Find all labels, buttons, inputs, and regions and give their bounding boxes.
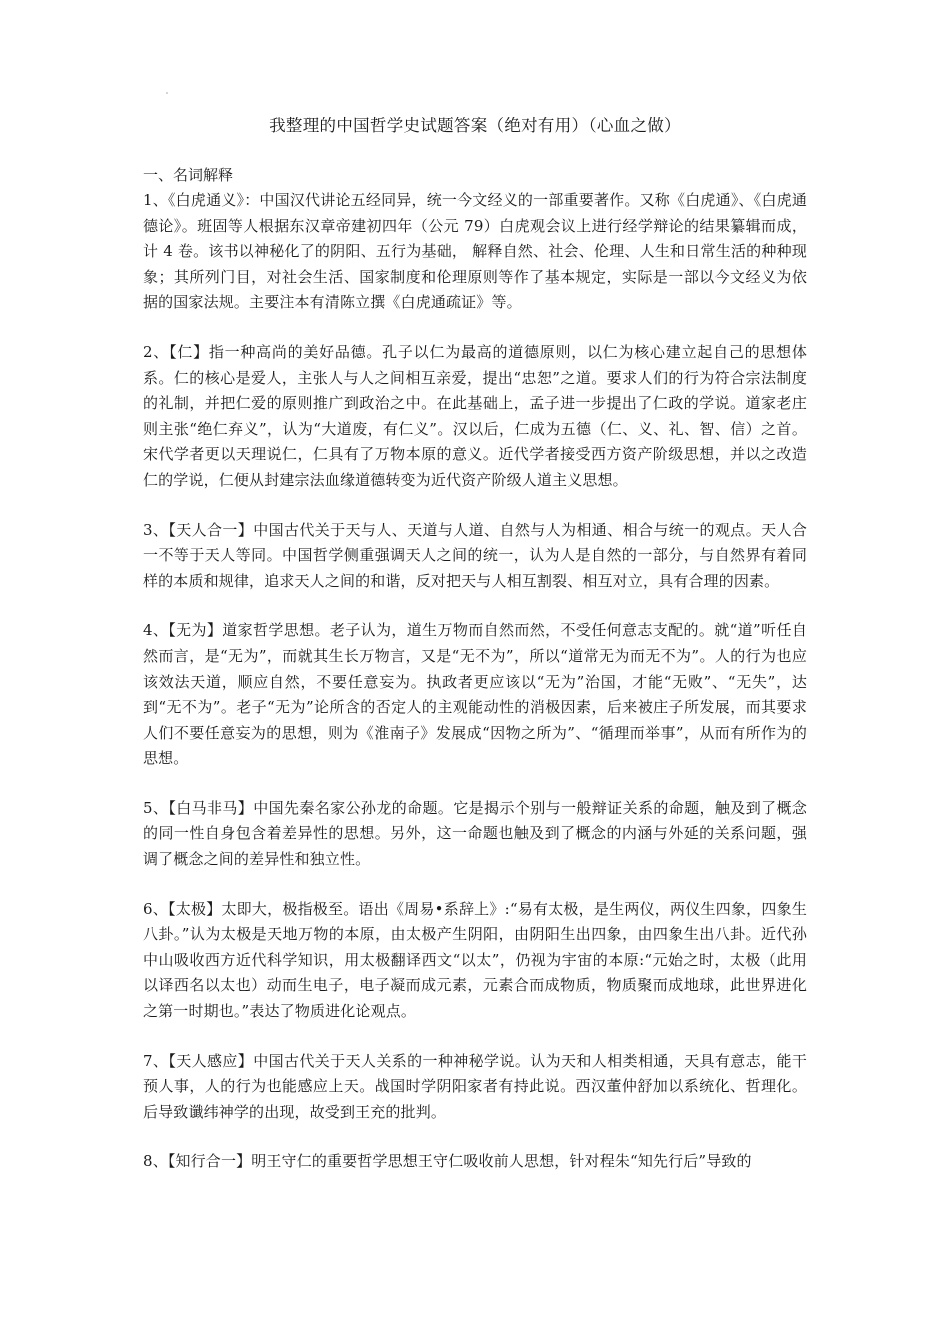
document-body [143,164,807,1175]
entry-term: 【太极】 [168,899,222,918]
entry-number: 7、 [143,1051,169,1070]
entry-text: 指一种高尚的美好品德。孔子以仁为最高的道德原则，以仁为核心建立起自己的思想体系。仁的核心是爱人，主张人与人之间相互亲爱，提出“忠恕”之道。要求人们的行为符合宗法制度的礼制，并把仁爱的原则推广到政治之中。在此基础上，孟子进一步提出了仁政的学说。道家老庄则主张“绝仁弃义”，认为“大道废，有仁义”。汉以后，仁成为五德（仁、义、礼、智、信）之首。宋代学者更以天理说仁，仁具有了万物本原的意义。近代学者接受西方资产阶级思想，并以之改造仁的学说，仁便从封建宗法血缘道德转变为近代资产阶级人道主义思想。 [143,342,807,489]
entry-4 [143,618,807,772]
entry-term: 【无为】 [168,621,223,640]
entry-6 [143,897,807,1025]
entry-number: 8、 [143,1152,168,1171]
document-title: 我整理的中国哲学史试题答案（绝对有用）（心血之做） [269,116,681,135]
entry-text: 中国古代关于天与人、天道与人道、自然与人为相通、相合与统一的观点。天人合一不等于天人等同。中国哲学侧重强调天人之间的统一，认为人是自然的一部分，与自然界有着同样的本质和规律，追求天人之间的和谐，反对把天与人相互割裂、相互对立，具有合理的因素。 [143,520,808,590]
entry-term: 【天人感应】 [168,1051,254,1070]
entry-text: 明王守仁的重要哲学思想王守仁吸收前人思想，针对程朱“知先行后”导致的 [251,1152,752,1171]
entry-term: 【天人合一】 [168,520,254,539]
entry-text: 中国古代关于天人关系的一种神秘学说。认为天和人相类相通，天具有意志，能干预人事，人的行为也能感应上天。战国时学阴阳家者有持此说。西汉董仲舒加以系统化、哲理化。后导致谶纬神学的出现，故受到王充的批判。 [143,1051,808,1121]
entry-number: 6、 [143,899,169,918]
scan-dot [166,92,168,94]
entry-text: 中国汉代讲论五经同异，统一今文经义的一部重要著作。又称《白虎通》、《白虎通德论》。班固等人根据东汉章帝建初四年（公元 79）白虎观会议上进行经学辩论的结果纂辑而成，计 4 卷。该书以神秘化了的阴阳、五行为基础， 解释自然、社会、伦理、人生和日常生活的种种现象；其所列门目，对社会生活、国家制度和伦理原则等作了基本规定，实际是一部以今文经义为依据的国家法规。主要注本有清陈立撰《白虎通疏证》等。 [143,191,808,312]
entry-number: 5、 [143,798,169,817]
entry-number: 3、 [143,520,169,539]
entry-term: 【白马非马】 [168,798,254,817]
entry-7 [143,1049,807,1126]
section-heading: 一、名词解释 [143,166,234,184]
entry-1 [143,188,807,316]
entry-number: 1、 [143,191,168,209]
entry-3 [143,518,807,595]
entry-number: 2、 [143,342,170,361]
entry-5 [143,796,807,873]
entry-text: 道家哲学思想。老子认为，道生万物而自然而然，不受任何意志支配的。就“道”听任自然而言，是“无为”，而就其生长万物言，又是“无不为”，所以“道常无为而无不为”。人的行为也应该效法天道，顺应自然，不要任意妄为。执政者更应该以“无为”治国，才能“无败”、“无失”，达到“无不为”。老子“无为”论所含的否定人的主观能动性的消极因素，后来被庄子所发展，而其要求人们不要任意妄为的思想，则为《淮南子》发展成“因物之所为”、“循理而举事”，从而有所作为的思想。 [143,621,807,768]
entry-2 [143,340,807,494]
entry-8 [143,1149,807,1175]
entry-number: 4、 [143,621,169,640]
entry-term: 【知行合一】 [167,1152,252,1171]
entry-term: 《白虎通义》： [167,191,260,209]
entry-text: 太即大，极指极至。语出《周易•系辞上》:“易有太极，是生两仪，两仪生四象，四象生八卦。”认为太极是天地万物的本原，由太极产生阴阳，由阴阳生出四象，由四象生出八卦。近代孙中山吸收西方近代科学知识，用太极翻译西文“以太”，仍视为宇宙的本原:“元始之时，太极（此用以译西名以太也）动而生电子，电子凝而成元素，元素合而成物质，物质聚而成地球，此世界进化之第一时期也。”表达了物质进化论观点。 [143,899,808,1021]
entry-text: 中国先秦名家公孙龙的命题。它是揭示个别与一般辩证关系的命题，触及到了概念的同一性自身包含着差异性的思想。另外，这一命题也触及到了概念的内涵与外延的关系问题，强调了概念之间的差异性和独立性。 [143,798,808,869]
entry-term: 【仁】 [169,342,209,361]
